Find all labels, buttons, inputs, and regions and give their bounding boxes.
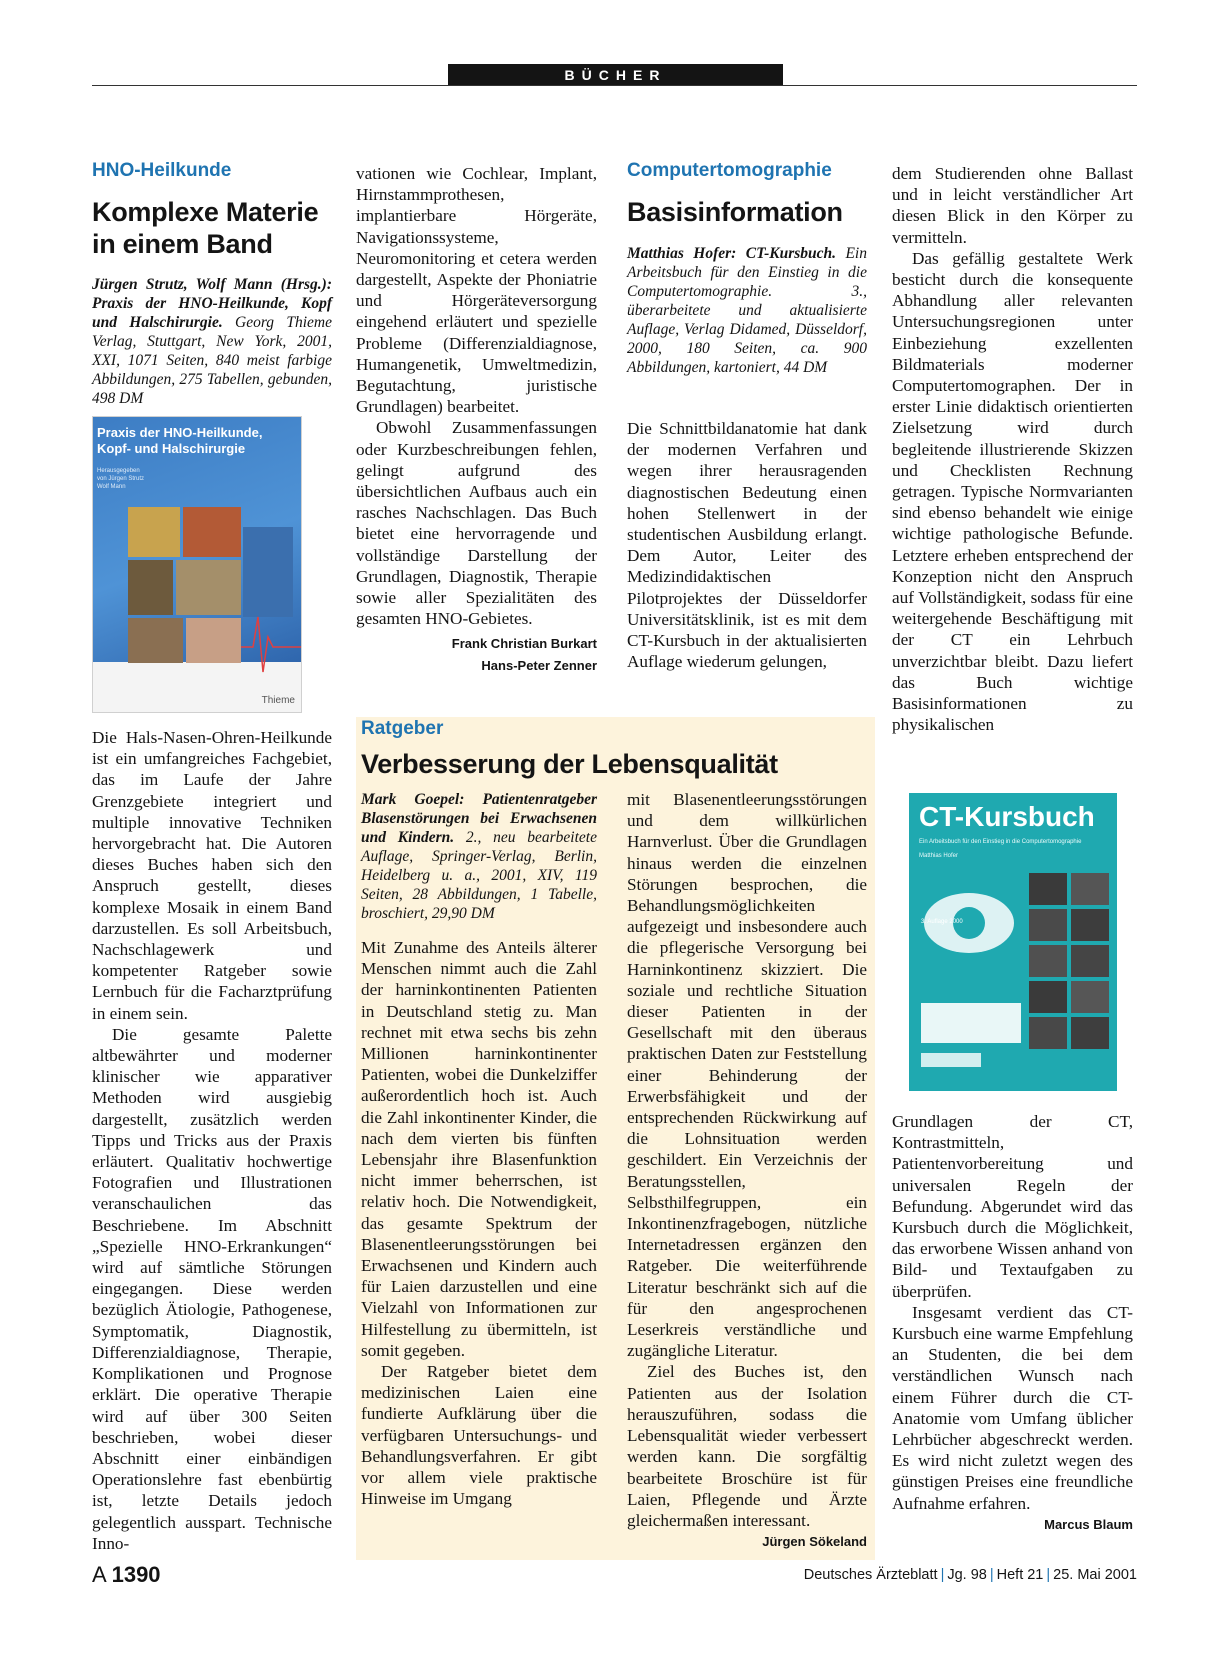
article3-biblio-details: 2., neu bearbeitete Auflage, Springer-Verlag, Berlin, Heidelberg u. a., 2001, XIV, 119 Seiten, 28 Abbildungen, 1 Tabelle, broschiert, 29,90 DM [361,829,597,922]
section-header: BÜCHER [448,64,783,86]
page-number-value: 1390 [111,1562,161,1587]
ct-book-cover [909,793,1117,1091]
article2-paragraph [892,1302,1133,1532]
article2-paragraph-text: Insgesamt verdient das CT-Kursbuch eine warme Empfehlung an Studenten, die bei dem verständlichen Wunsch nach einem Führer durch die CT-Anatomie vom Umfang üblicher Lehrbücher abgeschreckt werden. Es wird nicht zuletzt wegen des günstigen Preises eine freundliche Aufnahme erfahren. [892,1302,1133,1513]
article1-biblio-title: Jürgen Strutz, Wolf Mann (Hrsg.): Praxis der HNO-Heilkunde, Kopf und Halschirurgie. [92,276,332,331]
article3-paragraph: Mit Zunahme des Anteils älterer Menschen nimmt auch die Zahl der harninkontinenten Patienten in Deutschland stetig zu. Man rechnet mit etwa sechs bis zehn Millionen harninkontinenter Patienten, wobei die Dunkelziffer außerordentlich hoch ist. Auch die Zahl inkontinenter Kinder, die nach dem vierten bis fünften Lebensjahr ihre Blasenfunktion nicht immer beherrschen, ist relativ hoch. Die Notwendigkeit, das gesamte Spektrum der Blasenentleerungsstörungen bei Erwachsenen und Kindern auch für Laien darzustellen und eine Vielzahl von Informationen zur Hilfestellung zu übermitteln, ist somit gegeben. [361,938,597,1360]
journal-name: Deutsches Ärzteblatt [803,1567,938,1583]
article1-column2 [356,163,597,676]
article1-column1 [92,727,332,1554]
article1-paragraph: Die gesamte Palette altbewährter und moderner klinischer wie apparativer Methoden wird ausgiebig dargestellt, zusätzlich werden Tipps und Tricks aus der Praxis erläutert. Qualitativ hochwertige Fotografien und Illustrationen veranschaulichen das Beschriebene. Im Abschnitt „Spezielle HNO-Erkrankungen“ wird auf sämtliche Störungen eingegangen. Diese werden bezüglich Ätiologie, Pathogenese, Symptomatik, Diagnostik, Differenzialdiagnose, Therapie, Komplikationen und Prognose erklärt. Die operative Therapie wird auf über 300 Seiten beschrieben, wobei dieser Abschnitt einer einbändigen Operationslehre fast ebenbürtig ist, letzte Details jedoch gelegentlich ausspart. Technische Inno- [92,1024,332,1553]
article1-headline: Komplexe Materie in einem Band [92,197,319,259]
article1-paragraph: Obwohl Zusammenfassungen oder Kurzbeschreibungen fehlen, gelingt aufgrund des übersichtlichen Aufbaus auch ein rasches Nachschlagen. Das Buch bietet eine hervorragende und vollständige Darstellung der Grundlagen, Diagnostik, Therapie sowie aller Spezialitäten des gesamten HNO-Gebietes. [356,418,597,629]
article2-author: Marcus Blaum [1044,1516,1133,1532]
article3-paragraph [627,1361,867,1550]
article1-author: Hans-Peter Zenner [481,657,597,673]
cover-title: Praxis der HNO-Heilkunde, Kopf- und Halschirurgie [97,425,263,456]
ct-cover-subtitle: Ein Arbeitsbuch für den Einstieg in die Computertomographie [919,839,1082,845]
article3-headline: Verbesserung der Lebensqualität [361,749,778,779]
article2-bibliography [627,244,867,377]
article2-paragraph: Grundlagen der CT, Kontrastmitteln, Patientenvorbereitung und universalen Regeln der Befundung. Abgerundet wird das Kursbuch durch die Möglichkeit, das erworbene Wissen anhand von Bild- und Textaufgaben zu überprüfen. [892,1112,1133,1301]
journal-footer: Deutsches Ärzteblatt | Jg. 98 | Heft 21 | 25. Mai 2001 [803,1567,1137,1583]
article3-biblio-title: Mark Goepel: Patientenratgeber Blasenstörungen bei Erwachsenen und Kindern. [361,791,597,846]
article1-kicker: HNO-Heilkunde [92,160,232,181]
journal-volume: Jg. 98 [947,1567,987,1583]
article1-paragraph: vationen wie Cochlear, Implant, Hirnstammprothesen, implantierbare Hörgeräte, Navigationssysteme, Neuromonitoring et cetera werden dargestellt, Aspekte der Phoniatrie und Hörgeräteversorgung eingehend erläutert und spezielle Probleme (Differenzialdiagnose, Humangenetik, Umweltmedizin, Begutachtung, juristische Grundlagen) bearbeitet. [356,164,597,417]
article1-bibliography [92,275,332,408]
article2-headline: Basisinformation [627,197,843,227]
cover-editors: Herausgegeben von Jürgen Strutz Wolf Mann [97,468,145,490]
article2-column4-continued [892,1111,1133,1535]
article2-paragraph: Die Schnittbildanatomie hat dank der modernen Verfahren und wegen ihrer herausragenden diagnostischen Bedeutung einen hohen Stellenwert in der studentischen Ausbildung erlangt. Dem Autor, Leiter des Medizindidaktischen Pilotprojektes der Düsseldorfer Universitätsklinik, ist es mit dem CT-Kursbuch in der aktualisierten Auflage wiederum gelungen, [627,419,867,672]
article1-paragraph: Die Hals-Nasen-Ohren-Heilkunde ist ein umfangreiches Fachgebiet, das im Laufe der Jahre Grenzgebiete integriert und multiple innovative Techniken hervorgebracht hat. Die Autoren dieses Buches haben sich den Anspruch gestellt, dieses komplexe Mosaik in einem Band darzustellen. Es soll Arbeitsbuch, Nachschlagewerk und kompetenter Ratgeber sowie Lernbuch für die Facharztprüfung in einem sein. [92,728,332,1023]
page-number [92,1562,161,1588]
header-rule [92,85,1137,86]
article2-paragraph: Das gefällig gestaltete Werk besticht durch die konsequente Abhandlung aller relevanten Untersuchungsregionen unter Einbeziehung exzellenten Bildmaterials moderner Computertomographen. Der in erster Linie didaktisch orientierten Zielsetzung wird durch begleitende illustrierende Skizzen und Checklisten Rechnung getragen. Typische Normvarianten sind ebenso behandelt wie einige wichtige pathologische Befunde. Letztere erheben entsprechend der Konzeption nicht den Anspruch auf Vollständigkeit, sodass für eine weitergehende Beschäftigung mit der CT ein Lehrbuch unverzichtbar bleibt. Dazu liefert das Buch wichtige Basisinformationen zu physikalischen [892,248,1133,735]
article1-biblio-details: Georg Thieme Verlag, Stuttgart, New York, 2001, XXI, 1071 Seiten, 840 meist farbige Abbildungen, 275 Tabellen, gebunden, 498 DM [92,314,332,407]
article3-kicker: Ratgeber [361,718,444,739]
cover-collage [93,497,301,707]
article1-author: Frank Christian Burkart [451,636,597,652]
article2-biblio-title: Matthias Hofer: CT-Kursbuch. [627,245,837,262]
article3-columnA [361,937,597,1509]
article3-columnB [627,789,867,1552]
page-prefix: A [92,1562,106,1587]
journal-issue: Heft 21 [996,1567,1044,1583]
journal-date: 25. Mai 2001 [1053,1567,1137,1583]
article3-bibliography [361,790,597,923]
ct-cover-edition: 3. Auflage 2000 [921,919,963,925]
ct-cover-images [909,863,1117,1091]
article3-paragraph: Der Ratgeber bietet dem medizinischen Laien eine fundierte Aufklärung über die verfügbaren Untersuchungs- und Behandlungsverfahren. Er gibt vor allem viele praktische Hinweise im Umgang [361,1362,597,1509]
article2-paragraph: dem Studierenden ohne Ballast und in leicht verständlicher Art diesen Blick in den Körper zu vermitteln. [892,164,1133,247]
cover-publisher: Thieme [261,695,295,706]
ct-cover-author: Matthias Hofer [919,853,959,859]
article2-kicker: Computertomographie [627,160,832,181]
article3-paragraph: mit Blasenentleerungsstörungen und dem willkürlichen Harnverlust. Über die Grundlagen hinaus werden die einzelnen Störungen besprochen, die Behandlungsmöglichkeiten aufgezeigt und insbesondere auch die pflegerische Versorgung bei Harninkontinenz skizziert. Die soziale und rechtliche Situation dieser Patienten in der Gesellschaft mit den überaus praktischen Daten zur Feststellung einer Behinderung der Erwerbsfähigkeit und der entsprechenden Rückwirkung auf die Lohnsituation werden geschildert. Ein Verzeichnis der Beratungsstellen, Selbsthilfegruppen, ein Inkontinenzfragebogen, nützliche Internetadressen ergänzen den Ratgeber. Die weiterführende Literatur beschränkt sich auf die für den angesprochenen Leserkreis verständliche und zugängliche Literatur. [627,790,867,1361]
article2-column4 [892,163,1133,735]
ct-cover-title: CT-Kursbuch [919,801,1095,832]
hno-book-cover [92,416,302,713]
article2-biblio-details: Ein Arbeitsbuch für den Einstieg in die Computertomographie. 3., überarbeitete und aktualisierte Auflage, Verlag Didamed, Düsseldorf, 2000, 180 Seiten, ca. 900 Abbildungen, kartoniert, 44 DM [627,245,867,376]
article3-paragraph-text: Ziel des Buches ist, den Patienten aus der Isolation herauszuführen, sodass die Lebensqualität wieder verbessert werden kann. Die sorgfältig bearbeitete Broschüre ist für Laien, Pflegende und Ärzte gleichermaßen interessant. [627,1362,867,1530]
article3-author: Jürgen Sökeland [762,1534,867,1550]
article2-column3 [627,418,867,672]
